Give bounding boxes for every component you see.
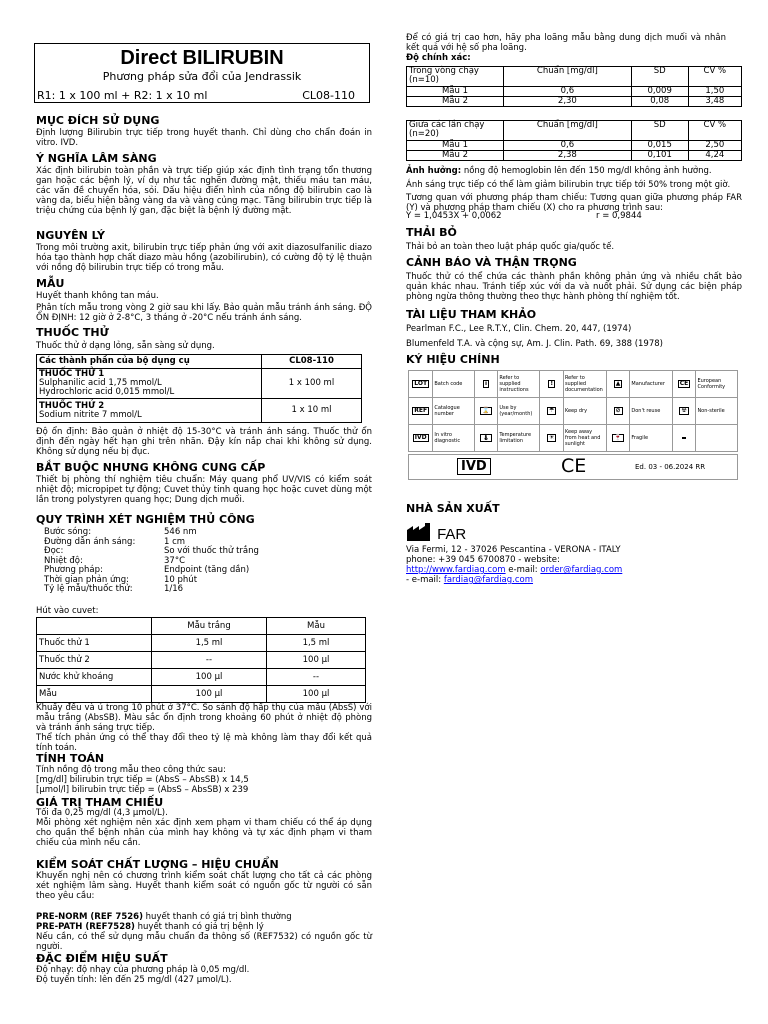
symbol-label: Manufacturer: [630, 371, 672, 398]
precision-cell: 0,101: [631, 151, 688, 161]
required-text: Thiết bị phòng thí nghiệm tiêu chuẩn: Máy quang phổ UV/VIS có kiểm soát nhiệt độ; micropipet tự động; Cuvet thủy tinh quang học hoặc cuvet dùng một lần trong polystyren quang học; Dung dịch muối.: [36, 475, 372, 505]
within-run-n: (n=10): [409, 75, 439, 85]
param-value: 10 phút: [164, 574, 198, 585]
param-value: So với thuốc thử trắng: [164, 546, 259, 556]
precision-label: Độ chính xác:: [406, 53, 471, 63]
purpose-text: Định lượng Bilirubin trực tiếp trong huyết thanh. Chỉ dùng cho chẩn đoán in vitro. IVD.: [36, 128, 372, 148]
param-label: Đường dẫn ánh sáng:: [44, 536, 136, 547]
pipette-cell: --: [152, 652, 267, 669]
precision-cell: 0,08: [631, 97, 688, 107]
symbol-icon: [409, 371, 433, 398]
precision-cell: 0,015: [631, 141, 688, 151]
param-value: Endpoint (tăng dần): [164, 565, 250, 575]
product-title: Direct BILIRUBIN: [120, 47, 284, 69]
symbol-label: [696, 425, 738, 452]
principle-text: Trong môi trường axit, bilirubin trực tiếp phản ứng với axit diazosulfanilic diazo hóa tạo thành hợp chất diazo màu hồng (azobilirubin), có cường độ tỷ lệ thuận với nồng độ bilirubin trực tiếp có trong mẫu.: [36, 243, 372, 273]
symbol-glyph: CE: [679, 380, 689, 387]
qc-heading: KIỂM SOÁT CHẤT LƯỢNG – HIỆU CHUẨN: [36, 858, 279, 871]
pipette-th-sample: Mẫu: [267, 618, 366, 635]
calc-l2: [mg/dl] bilirubin trực tiếp = (AbsS – AbsSB) x 14,5: [36, 775, 249, 785]
procedure-heading: QUY TRÌNH XÉT NGHIỆM THỦ CÔNG: [36, 513, 255, 526]
symbol-icon: [474, 425, 498, 452]
perf-l2: Độ tuyến tính: lên đến 25 mg/dl (427 µmol/L).: [36, 975, 232, 985]
title-box: [34, 43, 370, 103]
within-run-head: [407, 67, 504, 87]
disposal-heading: THẢI BỎ: [406, 226, 457, 239]
email-label: e-mail:: [505, 565, 541, 575]
contact-line: [406, 565, 622, 575]
symbol-icon: [540, 371, 563, 398]
symbol-glyph: ⊘: [615, 407, 621, 414]
symbol-icon: [540, 425, 563, 452]
param-label: Nhiệt độ:: [44, 555, 83, 566]
param-label: Tỷ lệ mẫu/thuốc thử:: [44, 584, 133, 594]
symbol-icon: [672, 398, 696, 425]
symbol-glyph: !: [550, 380, 554, 387]
table-row: [407, 151, 742, 161]
required-heading: BẮT BUỘC NHƯNG KHÔNG CUNG CẤP: [36, 461, 266, 474]
symbol-glyph: 🌡: [482, 434, 490, 441]
address: Via Fermi, 12 - 37026 Pescantina - VERONA - ITALY: [406, 545, 621, 555]
symbol-glyph: i: [484, 380, 487, 387]
perf-heading: ĐẶC ĐIỂM HIỆU SUẤT: [36, 952, 168, 965]
pipette-cell: 1,5 ml: [152, 635, 267, 652]
symbol-label: Keep dry: [563, 398, 606, 425]
reference-l1: Tối đa 0,25 mg/dl (4,3 µmol/L).: [36, 808, 168, 818]
symbol-glyph: LOT: [414, 380, 428, 387]
dilution-text: Để có giá trị cao hơn, hãy pha loãng mẫu bằng dung dịch muối và nhân kết quả với hệ số pha loãng.: [406, 33, 726, 53]
reagents-line1: Thuốc thử ở dạng lỏng, sẵn sàng sử dụng.: [36, 341, 215, 351]
factory-icon: [406, 522, 432, 542]
clinical-heading: Ý NGHĨA LÂM SÀNG: [36, 152, 157, 165]
symbol-icon: [672, 371, 696, 398]
pipette-cell: 1,5 ml: [267, 635, 366, 652]
table-row: [407, 97, 742, 107]
info-email-link[interactable]: fardiag@fardiag.com: [443, 575, 534, 585]
qc-text: Khuyến nghị nên có chương trình kiểm soát chất lượng cho tất cả các phòng xét nghiệm lâm sàng. Huyết thanh kiểm soát có nguồn gốc từ người có sẵn theo yêu cầu:: [36, 871, 372, 901]
symbol-glyph: IVD: [414, 434, 427, 441]
reference-text: Mỗi phòng xét nghiệm nên xác định xem phạm vi tham chiếu có thể áp dụng cho quần thể bệnh nhân của mình hay không và tự xác định phạm vi tham chiếu của mình nếu cần.: [36, 818, 372, 848]
reagent2-cell: [37, 399, 262, 423]
sample-heading: MẪU: [36, 277, 65, 290]
clinical-text: Xác định bilirubin toàn phần và trực tiếp giúp xác định tình trạng tổn thương gan hoặc các bệnh lý, ví dụ như tắc nghẽn đường mật, thiếu máu tan máu, các vấn đề chuyển hóa, sỏi. Dấu hiệu điển hình của nồng độ bilirubin cao là vàng da, biểu hiện bằng vàng da và vàng củng mạc. Tăng bilirubin trực tiếp là triệu chứng của bệnh lý gan, đặc biệt là bệnh lý đường mật.: [36, 166, 372, 216]
qc-path-ref: PRE-PATH (REF7528): [36, 922, 135, 932]
within-run-title: Trong vòng chạy: [409, 66, 479, 76]
symbol-label: Keep away from heat and sunlight: [563, 425, 606, 452]
symbol-label: Don't reuse: [630, 398, 672, 425]
pipette-cell: 100 µl: [152, 669, 267, 686]
precision-cell: 2,30: [504, 97, 632, 107]
table-row: [37, 635, 366, 652]
reagent1-cell: [37, 369, 262, 399]
pipette-table: [36, 617, 366, 703]
purpose-heading: MỤC ĐÍCH SỬ DỤNG: [36, 114, 160, 127]
contact-line-2: [406, 575, 533, 585]
perf-l1: Độ nhạy: độ nhạy của phương pháp là 0,05 mg/dl.: [36, 965, 250, 975]
email2-label: - e-mail:: [406, 575, 444, 585]
table-row: [37, 652, 366, 669]
correlation-equation: Y = 1,0453X + 0,0062: [406, 211, 502, 221]
precision-cell: 1,50: [688, 87, 741, 97]
qc-path: [36, 922, 264, 932]
symbol-label: Refer to supplied instructions: [498, 371, 540, 398]
symbol-glyph: [682, 437, 686, 439]
reagent2-name: THUỐC THỬ 2: [39, 400, 105, 411]
pipette-cell: Mẫu: [37, 686, 152, 703]
symbol-icon: [606, 371, 630, 398]
between-run-c1: Chuẩn [mg/dl]: [504, 121, 632, 141]
symbol-icon: [409, 425, 433, 452]
table-row: [37, 669, 366, 686]
website-link[interactable]: http://www.fardiag.com: [406, 565, 506, 575]
between-run-c2: SD: [631, 121, 688, 141]
symbol-icon: [474, 371, 498, 398]
between-run-head: [407, 121, 504, 141]
param-label: Bước sóng:: [44, 527, 92, 537]
pipette-cell: 100 µl: [152, 686, 267, 703]
order-email-link[interactable]: order@fardiag.com: [540, 565, 623, 575]
reagent1-comp-b: Hydrochloric acid 0,015 mmol/L: [39, 387, 175, 397]
symbols-heading: KÝ HIỆU CHÍNH: [406, 353, 500, 366]
symbol-glyph: ☀: [549, 434, 555, 441]
symbol-glyph: ☂: [549, 407, 555, 414]
pipette-cell: 100 µl: [267, 652, 366, 669]
disposal-text: Thải bỏ an toàn theo luật pháp quốc gia/quốc tế.: [406, 242, 615, 252]
within-run-c1: Chuẩn [mg/dl]: [504, 67, 632, 87]
between-run-n: (n=20): [409, 129, 439, 139]
warnings-text: Thuốc thử có thể chứa các thành phần không phản ứng và nhiều chất bảo quản khác nhau. Tránh tiếp xúc với da và nuốt phải. Sử dụng các biện pháp phòng ngừa thông thường theo thực hành phòng thí nghiệm tốt.: [406, 272, 742, 302]
param-row: [44, 547, 344, 557]
precision-cell: 0,6: [504, 141, 632, 151]
sample-text: Phân tích mẫu trong vòng 2 giờ sau khi lấy. Bảo quản mẫu tránh ánh sáng. ĐỘ ỔN ĐỊNH: 12 giờ ở 2-8°C, 3 tháng ở -20°C nếu tránh ánh sáng.: [36, 303, 372, 323]
calc-l1: Tính nồng độ trong mẫu theo công thức sau:: [36, 765, 226, 775]
table-row: [37, 686, 366, 703]
calc-heading: TÍNH TOÁN: [36, 752, 105, 765]
within-run-c2: SD: [631, 67, 688, 87]
interference-text: nồng độ hemoglobin lên đến 150 mg/dl không ảnh hưởng.: [461, 166, 712, 176]
correlation-r: r = 0,9844: [596, 211, 642, 221]
pipette-cell: Nước khử khoáng: [37, 669, 152, 686]
symbol-glyph: 🍷: [614, 434, 622, 441]
far-logo: [406, 522, 466, 544]
symbol-glyph: ☢: [681, 407, 687, 414]
precision-cell: Mẫu 2: [407, 97, 504, 107]
precision-cell: 4,24: [688, 151, 741, 161]
precision-cell: 0,6: [504, 87, 632, 97]
interference-label: Ảnh hưởng:: [406, 166, 462, 176]
phone: phone: +39 045 6700870 - website:: [406, 555, 560, 565]
brand-name: FAR: [437, 526, 467, 543]
symbol-icon: [606, 398, 630, 425]
marks-row: [408, 454, 738, 480]
reagents-stability: Độ ổn định: Bảo quản ở nhiệt độ 15-30°C và tránh ánh sáng. Thuốc thử ổn định đến ngày hết hạn ghi trên nhãn. Đậy kín nắp chai khi không sử dụng. Không sử dụng nếu bị đục.: [36, 427, 372, 457]
qc-norm-ref: PRE-NORM (REF 7526): [36, 912, 143, 922]
reagent1-name: THUỐC THỬ 1: [39, 369, 105, 379]
reagent1-comp-a: Sulphanilic acid 1,75 mmol/L: [39, 378, 162, 388]
precision-cell: 3,48: [688, 97, 741, 107]
reagents-col2: CL08-110: [262, 355, 362, 369]
precision-cell: Mẫu 1: [407, 141, 504, 151]
symbol-row: [409, 371, 738, 398]
symbol-icon: [606, 425, 630, 452]
reference-heading: GIÁ TRỊ THAM CHIẾU: [36, 796, 164, 809]
symbol-label: Fragile: [630, 425, 672, 452]
sample-line1: Huyết thanh không tan máu.: [36, 291, 159, 301]
symbol-icon: [409, 398, 433, 425]
within-run-table: [406, 66, 742, 107]
symbol-label: In vitro diagnostic: [433, 425, 474, 452]
symbol-label: Catalogue number: [433, 398, 474, 425]
within-run-c3: CV %: [688, 67, 741, 87]
volume-text: Thể tích phản ứng có thể thay đổi theo tỷ lệ mà không làm thay đổi kết quả tính toán.: [36, 733, 372, 753]
reagent1-qty: 1 x 100 ml: [262, 369, 362, 399]
between-run-c3: CV %: [688, 121, 741, 141]
reagent-config: R1: 1 x 100 ml + R2: 1 x 10 ml: [37, 89, 208, 102]
pipette-cell: Thuốc thử 2: [37, 652, 152, 669]
param-label: Đọc:: [44, 546, 64, 556]
qc-path-desc: huyết thanh có giá trị bệnh lý: [134, 922, 264, 932]
edition: Ed. 03 - 06.2024 RR: [635, 463, 706, 471]
method-subtitle: Phương pháp sửa đổi của Jendrassik: [102, 70, 302, 83]
principle-heading: NGUYÊN LÝ: [36, 229, 105, 242]
reagents-col1: Các thành phần của bộ dụng cụ: [37, 355, 262, 369]
precision-cell: 2,50: [688, 141, 741, 151]
qc-calibrator: Nếu cần, có thể sử dụng mẫu chuẩn đa thông số (REF7532) có nguồn gốc từ người.: [36, 932, 372, 952]
warnings-heading: CẢNH BÁO VÀ THẬN TRỌNG: [406, 256, 577, 269]
symbol-label: Use by (year/month): [498, 398, 540, 425]
symbol-icon: [672, 425, 696, 452]
param-row: [44, 585, 344, 595]
pipette-label: Hút vào cuvet:: [36, 606, 99, 616]
between-run-title: Giữa các lần chạy: [409, 120, 485, 130]
symbol-row: [409, 398, 738, 425]
qc-norm-desc: huyết thanh có giá trị bình thường: [142, 912, 292, 922]
pipette-corner: [37, 618, 152, 635]
reagents-heading: THUỐC THỬ: [36, 326, 109, 339]
calc-l3: [µmol/l] bilirubin trực tiếp = (AbsS – AbsSB) x 239: [36, 785, 249, 795]
ivd-mark: IVD: [457, 458, 491, 475]
symbol-glyph: REF: [414, 407, 428, 414]
symbols-table: [408, 370, 738, 452]
mix-text: Khuấy đều và ủ trong 10 phút ở 37°C. So sánh độ hấp thụ của mẫu (AbsS) với mẫu trắng (AbsSB). Màu sắc ổn định trong khoảng 60 phút ở nhiệt độ phòng và tránh ánh sáng trực tiếp.: [36, 703, 372, 733]
param-label: Thời gian phản ứng:: [44, 574, 130, 585]
precision-cell: 2,38: [504, 151, 632, 161]
param-value: 1/16: [164, 584, 184, 594]
symbol-label: European Conformity: [696, 371, 738, 398]
qc-norm: [36, 912, 292, 922]
precision-cell: Mẫu 2: [407, 151, 504, 161]
param-value: 1 cm: [164, 536, 186, 547]
manufacturer-heading: NHÀ SẢN XUẤT: [406, 502, 500, 515]
symbol-label: Temperature limitation: [498, 425, 540, 452]
symbol-label: Refer to supplied documentation: [563, 371, 606, 398]
reagent2-qty: 1 x 10 ml: [262, 399, 362, 423]
symbol-glyph: ▲: [615, 380, 621, 387]
pipette-cell: Thuốc thử 1: [37, 635, 152, 652]
reagents-table: [36, 354, 362, 423]
ce-mark: CE: [561, 455, 587, 477]
symbol-icon: [540, 398, 563, 425]
product-code: CL08-110: [302, 89, 355, 102]
reference-2: Blumenfeld T.A. và cộng sự, Am. J. Clin. Path. 69, 388 (1978): [406, 339, 663, 349]
table-row: [407, 87, 742, 97]
light-text: Ánh sáng trực tiếp có thể làm giảm bilirubin trực tiếp tới 50% trong một giờ.: [406, 180, 731, 190]
param-label: Phương pháp:: [44, 565, 103, 575]
symbol-row: [409, 425, 738, 452]
interference: [406, 166, 712, 176]
symbol-label: Batch code: [433, 371, 474, 398]
reference-1: Pearlman F.C., Lee R.T.Y., Clin. Chem. 20, 447, (1974): [406, 324, 632, 334]
reagent2-comp-a: Sodium nitrite 7 mmol/L: [39, 409, 142, 420]
references-heading: TÀI LIỆU THAM KHẢO: [406, 308, 537, 321]
pipette-cell: --: [267, 669, 366, 686]
precision-cell: Mẫu 1: [407, 87, 504, 97]
param-value: 37°C: [164, 555, 186, 566]
table-row: [407, 141, 742, 151]
symbol-label: Non-sterile: [696, 398, 738, 425]
between-run-table: [406, 120, 742, 161]
pipette-th-blank: Mẫu trắng: [152, 618, 267, 635]
procedure-params: [44, 528, 344, 595]
pipette-cell: 100 µl: [267, 686, 366, 703]
precision-cell: 0,009: [631, 87, 688, 97]
correlation-text: Tương quan với phương pháp tham chiếu: Tương quan giữa phương pháp FAR (Y) và phương pháp tham chiếu (X) cho ra phương trình sau:: [406, 193, 742, 213]
symbol-icon: [474, 398, 498, 425]
param-value: 546 nm: [164, 527, 197, 537]
symbol-glyph: ⌛: [482, 407, 490, 414]
